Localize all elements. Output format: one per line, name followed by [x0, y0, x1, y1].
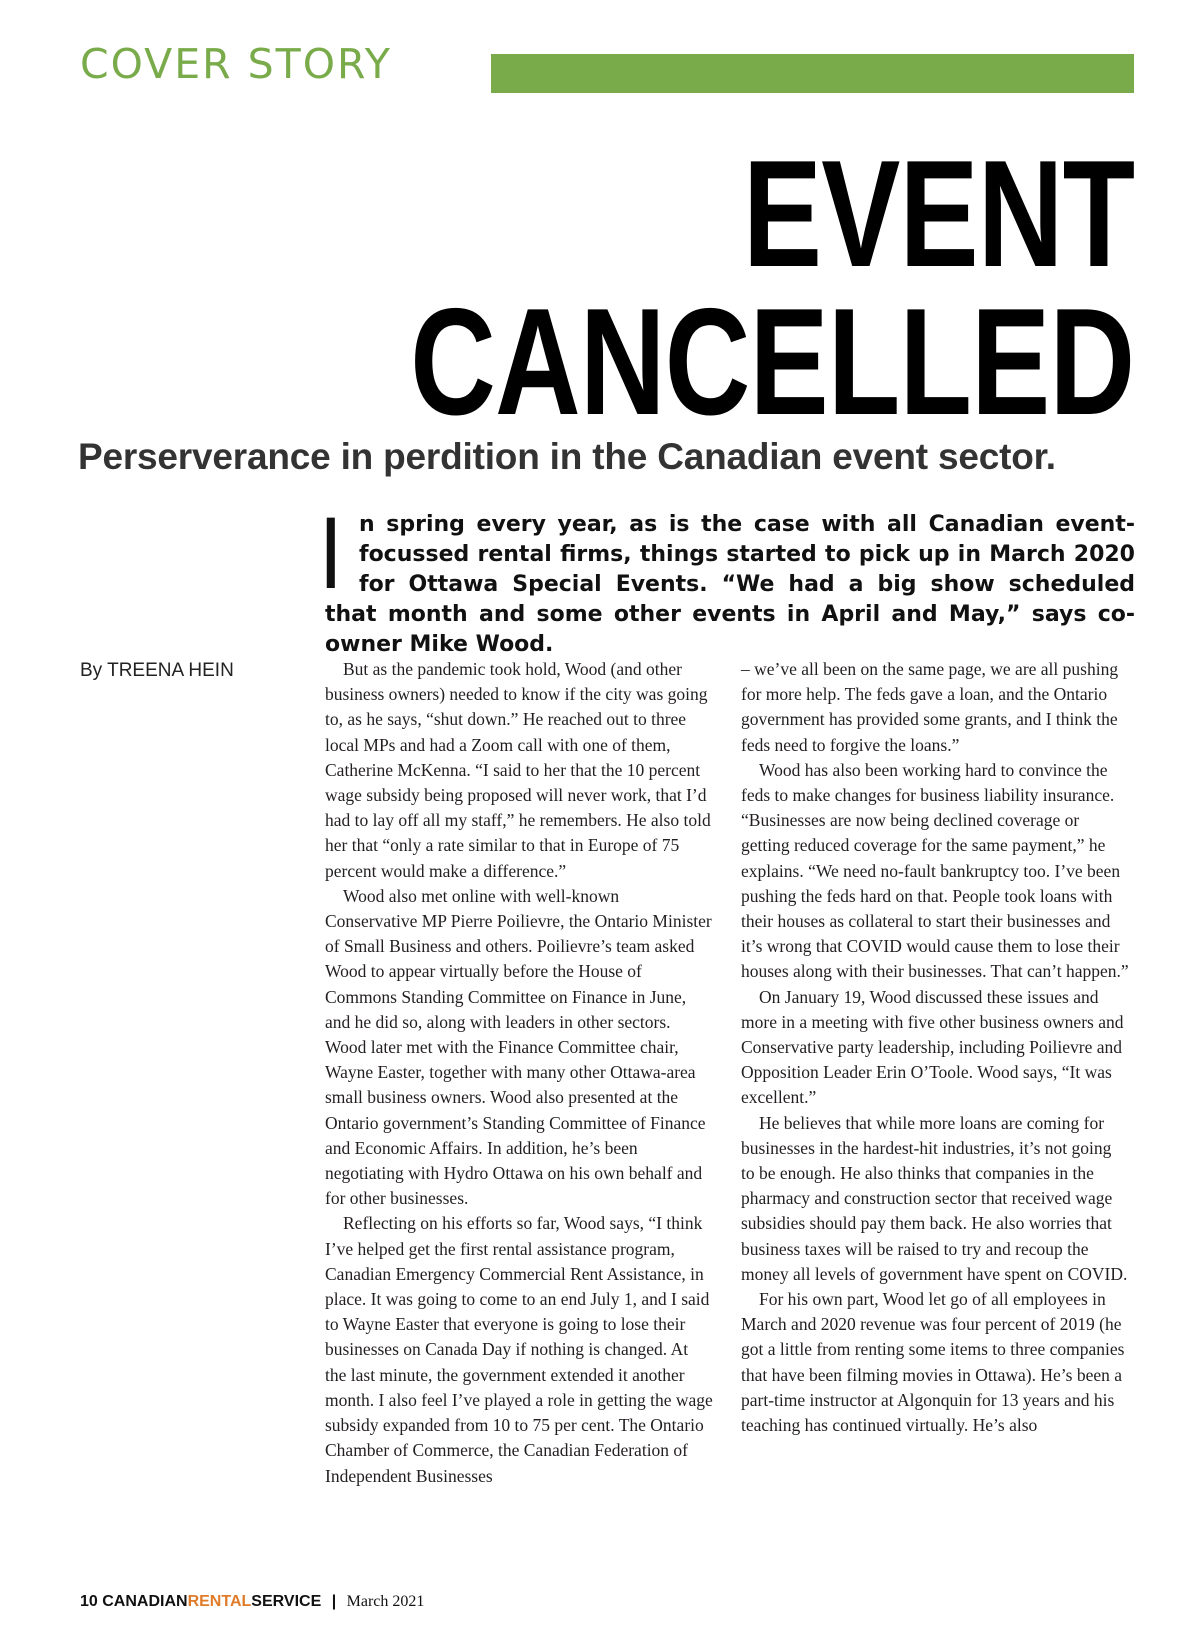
paragraph: On January 19, Wood discussed these issues and more in a meeting with five other business owners and Conservative party leadership, including Poilievre and Opposition Leader Erin O’Toole. Wood says, “It was excellent.” — [741, 986, 1124, 1108]
paragraph: Wood also met online with well-known Conservative MP Pierre Poilievre, the Ontario Minister of Small Business and others. Poilievre’s team asked Wood to appear virtually before the House of Commons Standing Committee on Finance in June, and he did so, along with leaders in other sectors. Wood later met with the Finance Committee chair, Wayne Easter, together with many other Ottawa-area small business owners. Wood also presented at the Ontario government’s Standing Committee of Finance and Economic Affairs. In addition, he’s been negotiating with Hydro Ottawa on his own behalf and for other businesses. — [325, 885, 712, 1209]
article-column-1 — [325, 657, 713, 1489]
section-accent-bar — [491, 54, 1134, 93]
publication-name-part-1: CANADIAN — [102, 1593, 188, 1610]
drop-cap: I — [323, 496, 339, 610]
issue-date: March 2021 — [346, 1593, 425, 1610]
section-label: COVER STORY — [80, 40, 392, 88]
paragraph: But as the pandemic took hold, Wood (and other business owners) needed to know if the city was going to, as he says, “shut down.” He reached out to three local MPs and had a Zoom call with one of them, Catherine McKenna. “I said to her that the 10 percent wage subsidy being proposed will never work, that I’d had to lay off all my staff,” he remembers. He also told her that “only a rate similar to that in Europe of 75 percent would make a difference.” — [325, 659, 711, 881]
paragraph: He believes that while more loans are coming for businesses in the hardest-hit industries, it’s not going to be enough. He also thinks that companies in the pharmacy and construction sector that received wage subsidies should pay them back. He also worries that business taxes will be raised to try and recoup the money all levels of government have spent on COVID. — [741, 1112, 1128, 1284]
headline — [206, 129, 1134, 447]
page-footer — [80, 1593, 424, 1611]
paragraph: For his own part, Wood let go of all employees in March and 2020 revenue was four percent of 2019 (he got a little from renting some items to three companies that have been filming movies in Ottawa). He’s been a part-time instructor at Algonquin for 13 years and his teaching has continued virtually. He’s also — [741, 1289, 1125, 1436]
headline-line-1: EVENT — [742, 129, 1134, 299]
intro-paragraph — [323, 496, 1135, 660]
headline-line-2: CANCELLED — [409, 277, 1134, 447]
publication-name-part-3: SERVICE — [251, 1593, 322, 1610]
paragraph: Wood has also been working hard to convince the feds to make changes for business liability insurance. “Businesses are now being declined coverage or getting reduced coverage for the same payment,” he explains. “We need no-fault bankruptcy too. I’ve been pushing the feds hard on that. People took loans with their houses as collateral to start their businesses and it’s wrong that COVID would cause them to lose their houses along with their businesses. That can’t happen.” — [741, 759, 1129, 982]
byline: By TREENA HEIN — [80, 660, 234, 681]
page-number: 10 — [80, 1593, 98, 1610]
subtitle: Perserverance in perdition in the Canadian event sector. — [78, 436, 1056, 477]
paragraph: – we’ve all been on the same page, we are all pushing for more help. The feds gave a loan, and the Ontario government has provided some grants, and I think the feds need to forgive the loans.” — [741, 659, 1119, 755]
paragraph: Reflecting on his efforts so far, Wood says, “I think I’ve helped get the first rental assistance program, Canadian Emergency Commercial Rent Assistance, in place. It was going to come to an end July 1, and I said to Wayne Easter that everyone is going to lose their businesses on Canada Day if nothing is changed. At the last minute, the government extended it another month. I also feel I’ve played a role in getting the wage subsidy expanded from 10 to 75 per cent. The Ontario Chamber of Commerce, the Canadian Federation of Independent Businesses — [325, 1213, 713, 1486]
article-column-2 — [741, 657, 1129, 1438]
footer-separator: | — [331, 1593, 337, 1610]
publication-name-part-2: RENTAL — [187, 1593, 252, 1610]
intro-text: n spring every year, as is the case with all Canadian event-focussed rental firms, things started to pick up in March 2020 for Ottawa Special Events. “We had a big show scheduled that month and some other events in April and May,” says co-owner Mike Wood. — [325, 512, 1135, 657]
